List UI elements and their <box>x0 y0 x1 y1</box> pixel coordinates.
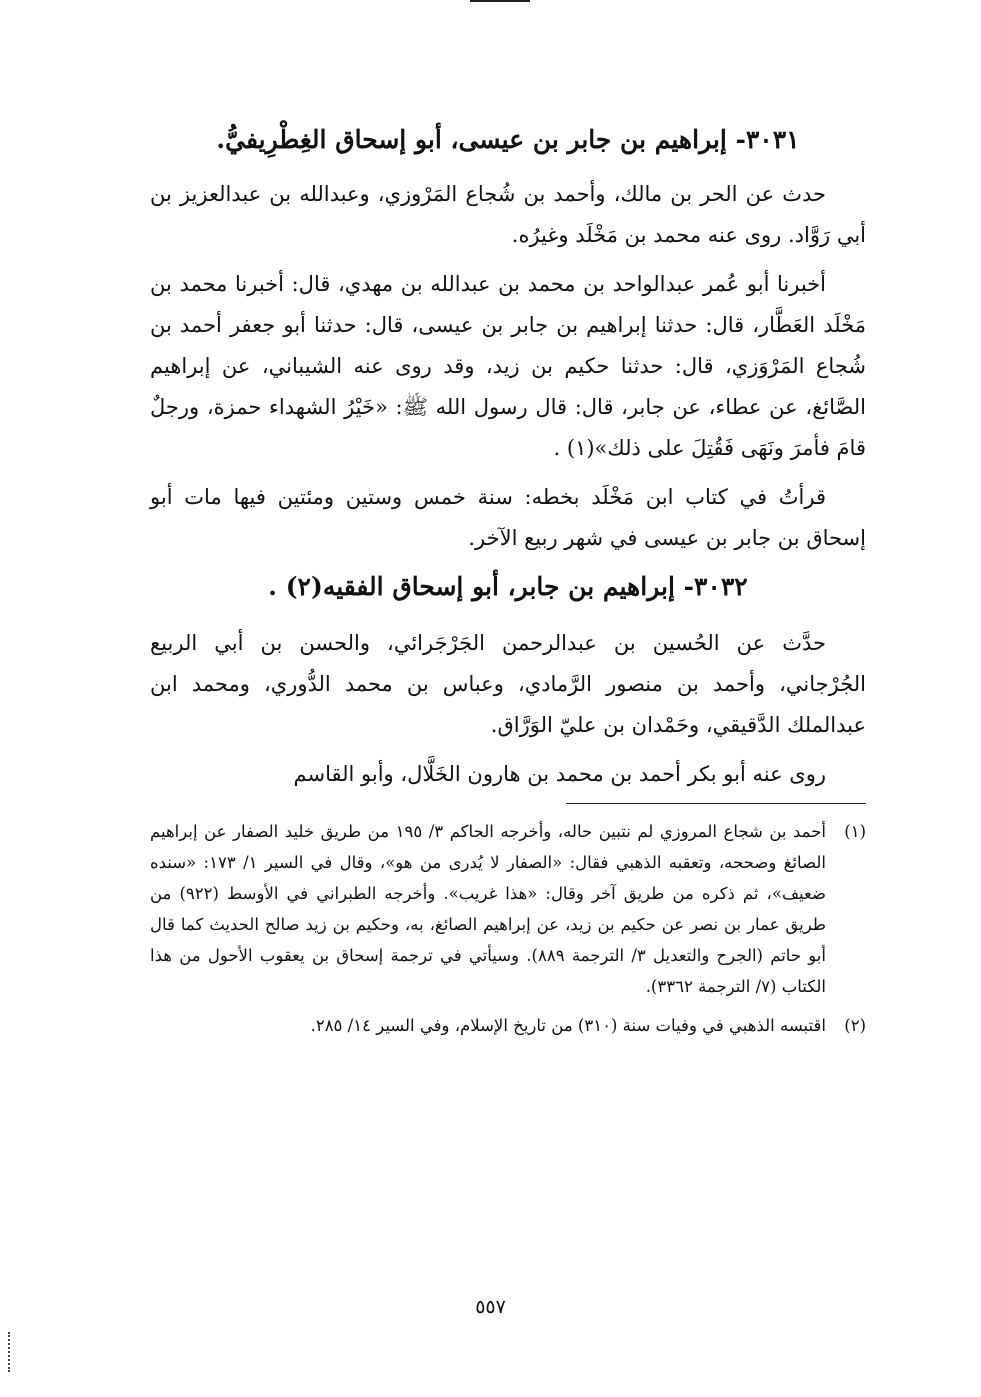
entry-title: ٣٠٣١- إبراهيم بن جابر بن عيسى، أبو إسحاق الغِطْرِيفيُّ. <box>216 125 800 154</box>
page-number: ٥٥٧ <box>475 1296 506 1318</box>
footnote <box>150 816 866 1002</box>
top-header-rule <box>470 0 530 2</box>
footnote-number: (١) <box>844 822 866 841</box>
footnote-text: اقتبسه الذهبي في وفيات سنة (٣١٠) من تاريخ الإسلام، وفي السير ١٤/ ٢٨٥. <box>310 1016 826 1035</box>
entry-paragraph: روى عنه أبو بكر أحمد بن محمد بن هارون الخَلَّال، وأبو القاسم <box>293 762 826 786</box>
entry-paragraph: حدث عن الحر بن مالك، وأحمد بن شُجاع المَرْوزي، وعبدالله بن عبدالعزيز بن أبي رَوَّاد. روى عنه محمد بن مَخْلَد وغيرُه. <box>150 182 866 247</box>
scan-edge-mark <box>8 1332 12 1372</box>
entry-paragraph: قرأتُ في كتاب ابن مَخْلَد بخطه: سنة خمس وستين ومئتين فيها مات أبو إسحاق بن جابر بن عيسى في شهر ربيع الآخر. <box>150 485 866 550</box>
entry-paragraph: أخبرنا أبو عُمر عبدالواحد بن محمد بن عبدالله بن مهدي، قال: أخبرنا محمد بن مَخْلَد العَطَّار، قال: حدثنا إبراهيم بن جابر بن عيسى، قال: حدثنا أبو جعفر أحمد بن شُجاع المَرْوَزي، قال: حدثنا حكيم بن زيد، وقد روى عنه الشيباني، عن إبراهيم الصَّائغ، عن عطاء، عن جابر، قال: قال رسول الله ﷺ: «خَيْرُ الشهداء حمزة، ورجلٌ قامَ فأمرَ ونَهَى فَقُتِلَ على ذلك»(١) . <box>150 272 866 460</box>
entry-paragraph: حدَّث عن الحُسين بن عبدالرحمن الجَرْجَرائي، والحسن بن أبي الربيع الجُرْجاني، وأحمد بن منصور الرَّمادي، وعباس بن محمد الدُّوري، ومحمد ابن عبدالملك الدَّقيقي، وحَمْدان بن عليّ الوَرَّاق. <box>150 631 866 737</box>
entry-title: ٣٠٣٢- إبراهيم بن جابر، أبو إسحاق الفقيه(٢) . <box>268 572 748 601</box>
footnote-divider <box>566 803 866 804</box>
footnote-number: (٢) <box>844 1016 866 1035</box>
footnote <box>150 1010 866 1041</box>
page-content <box>150 100 866 1049</box>
footnote-text: أحمد بن شجاع المروزي لم نتبين حاله، وأخرجه الحاكم ٣/ ١٩٥ من طريق خليد الصفار عن إبراهيم الصائغ وصححه، وتعقبه الذهبي فقال: «الصفار لا يُدرى من هو»، وقال في السير ١/ ١٧٣: «سنده ضعيف»، ثم ذكره من طريق آخر وقال: «هذا غريب». وأخرجه الطبراني في الأوسط (٩٢٢) من طريق عمار بن نصر عن حكيم بن زيد، عن إبراهيم الصائغ، به، وحكيم بن زيد صالح الحديث كما قال أبو حاتم (الجرح والتعديل ٣/ الترجمة ٨٨٩). وسيأتي في ترجمة إسحاق بن يعقوب الأحول من هذا الكتاب (٧/ الترجمة ٣٣٦٢). <box>150 822 826 996</box>
